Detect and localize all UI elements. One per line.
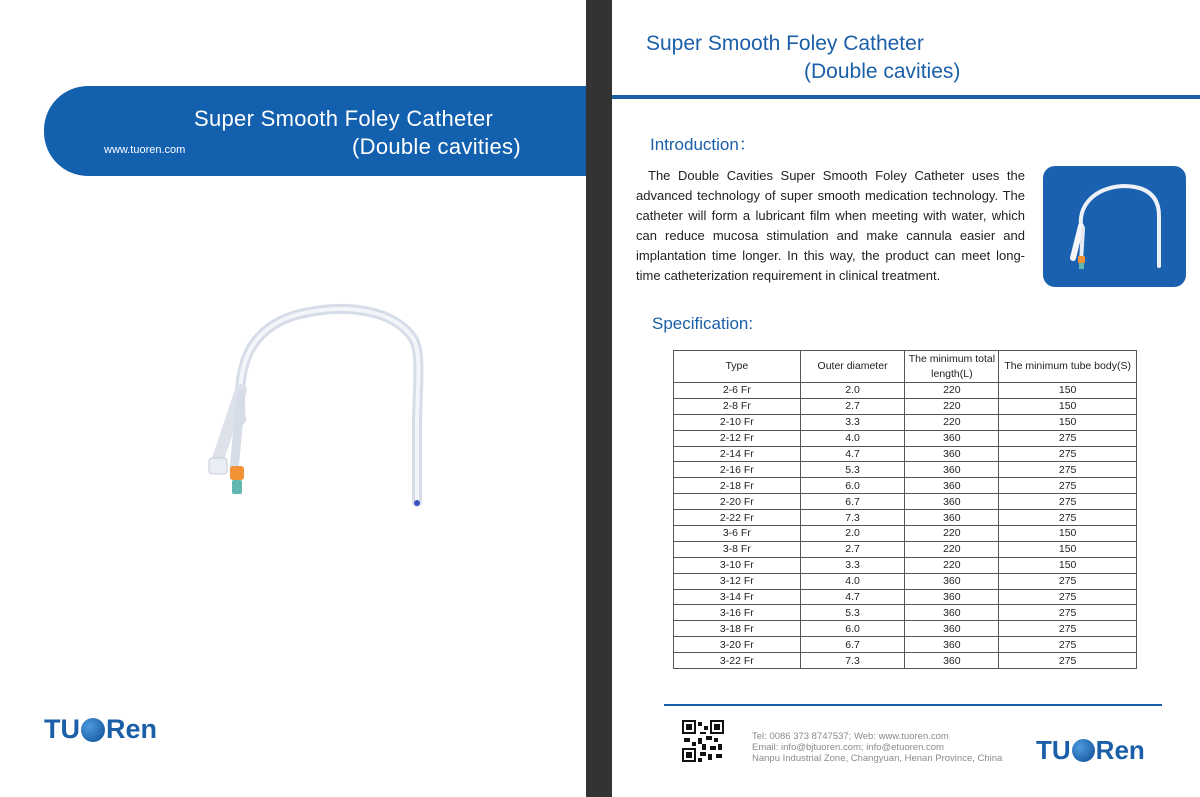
cell-type: 3-20 Fr [674, 637, 801, 653]
cell-tube-body: 150 [999, 557, 1137, 573]
header-total-length: The minimum total length(L) [905, 351, 999, 383]
cell-type: 2-12 Fr [674, 430, 801, 446]
table-row [674, 557, 1137, 573]
footer-divider [664, 704, 1162, 706]
specification-heading: Specification: [652, 314, 754, 333]
table-row [674, 478, 1137, 494]
cell-tube-body: 275 [999, 478, 1137, 494]
table-row [674, 573, 1137, 589]
cell-outer-diameter: 3.3 [800, 557, 905, 573]
contact-line-address: Nanpu Industrial Zone, Changyuan, Henan Province, China [752, 753, 1003, 764]
logo-text-part1: TU [44, 714, 80, 744]
cell-total-length: 220 [905, 414, 999, 430]
cell-type: 2-10 Fr [674, 414, 801, 430]
catheter-thumbnail-image [1043, 166, 1186, 287]
contact-line-email: Email: info@bjtuoren.com; info@etuoren.com [752, 742, 944, 753]
cell-total-length: 360 [905, 573, 999, 589]
cell-tube-body: 275 [999, 494, 1137, 510]
cell-outer-diameter: 6.7 [800, 494, 905, 510]
catheter-photo [96, 220, 566, 590]
cell-outer-diameter: 7.3 [800, 510, 905, 526]
banner-title-line2: (Double cavities) [352, 134, 521, 159]
cell-outer-diameter: 2.7 [800, 398, 905, 414]
cell-type: 2-6 Fr [674, 383, 801, 399]
tuoren-globe-icon [1072, 739, 1095, 762]
cell-total-length: 220 [905, 557, 999, 573]
page-title-line1: Super Smooth Foley Catheter [646, 32, 924, 55]
cell-outer-diameter: 3.3 [800, 414, 905, 430]
left-page [0, 0, 586, 797]
table-row [674, 398, 1137, 414]
table-row [674, 605, 1137, 621]
cell-tube-body: 275 [999, 653, 1137, 669]
cell-total-length: 360 [905, 478, 999, 494]
cell-tube-body: 150 [999, 383, 1137, 399]
contact-line-tel-web: Tel: 0086 373 8747537; Web: www.tuoren.com [752, 731, 949, 742]
introduction-heading: Introduction： [650, 135, 756, 154]
cell-type: 2-14 Fr [674, 446, 801, 462]
table-row [674, 589, 1137, 605]
cell-tube-body: 150 [999, 526, 1137, 542]
cell-total-length: 360 [905, 494, 999, 510]
cell-total-length: 220 [905, 383, 999, 399]
table-row [674, 510, 1137, 526]
logo-text-part2: Ren [106, 714, 158, 744]
qr-code-icon[interactable] [682, 720, 724, 762]
introduction-text: The Double Cavities Super Smooth Foley Catheter uses the advanced technology of super smooth medication technology. The catheter will form a lubricant film when meeting with water, which can reduce mucosa stimulation and make cannula easier and implantation time longer. In this way, the product can meet long-time catheterization requirement in clinical treatment. [636, 168, 1025, 283]
logo-text-part1: TU [1036, 735, 1071, 765]
cell-type: 3-6 Fr [674, 526, 801, 542]
cell-outer-diameter: 6.7 [800, 637, 905, 653]
cell-type: 3-14 Fr [674, 589, 801, 605]
cell-type: 2-20 Fr [674, 494, 801, 510]
table-row [674, 446, 1137, 462]
cell-total-length: 220 [905, 398, 999, 414]
header-type: Type [674, 351, 801, 383]
banner-title-line1: Super Smooth Foley Catheter [194, 106, 494, 131]
tuoren-globe-icon [81, 718, 105, 742]
cell-total-length: 360 [905, 589, 999, 605]
title-banner [44, 86, 586, 176]
cell-tube-body: 275 [999, 621, 1137, 637]
header-tube-body: The minimum tube body(S) [999, 351, 1137, 383]
catheter-thumbnail [1043, 166, 1186, 287]
cell-total-length: 360 [905, 621, 999, 637]
tuoren-logo-right [1036, 735, 1145, 766]
table-row [674, 383, 1137, 399]
logo-text-part2: Ren [1095, 735, 1145, 765]
cell-outer-diameter: 2.7 [800, 541, 905, 557]
cell-outer-diameter: 4.0 [800, 430, 905, 446]
cell-tube-body: 275 [999, 589, 1137, 605]
cell-total-length: 360 [905, 430, 999, 446]
cell-type: 2-16 Fr [674, 462, 801, 478]
cell-type: 3-16 Fr [674, 605, 801, 621]
cell-total-length: 360 [905, 637, 999, 653]
cell-outer-diameter: 4.7 [800, 446, 905, 462]
cell-outer-diameter: 5.3 [800, 462, 905, 478]
table-row [674, 541, 1137, 557]
cell-tube-body: 150 [999, 414, 1137, 430]
cell-outer-diameter: 2.0 [800, 383, 905, 399]
cell-tube-body: 275 [999, 446, 1137, 462]
cell-total-length: 360 [905, 446, 999, 462]
cell-total-length: 360 [905, 653, 999, 669]
cell-tube-body: 150 [999, 541, 1137, 557]
cell-total-length: 360 [905, 605, 999, 621]
table-row [674, 430, 1137, 446]
cell-outer-diameter: 6.0 [800, 621, 905, 637]
website-link[interactable]: www.tuoren.com [104, 144, 186, 156]
cell-type: 2-18 Fr [674, 478, 801, 494]
title-divider [612, 95, 1200, 99]
catheter-image [96, 220, 566, 590]
cell-type: 3-22 Fr [674, 653, 801, 669]
cell-type: 3-10 Fr [674, 557, 801, 573]
cell-total-length: 220 [905, 541, 999, 557]
table-row [674, 462, 1137, 478]
cell-type: 2-8 Fr [674, 398, 801, 414]
table-header-row [674, 351, 1137, 383]
cell-outer-diameter: 6.0 [800, 478, 905, 494]
table-row [674, 494, 1137, 510]
table-row [674, 526, 1137, 542]
cell-outer-diameter: 2.0 [800, 526, 905, 542]
cell-total-length: 360 [905, 462, 999, 478]
right-page [612, 0, 1200, 797]
cell-tube-body: 275 [999, 637, 1137, 653]
table-row [674, 621, 1137, 637]
cell-tube-body: 275 [999, 430, 1137, 446]
cell-tube-body: 275 [999, 605, 1137, 621]
cell-total-length: 360 [905, 510, 999, 526]
cell-outer-diameter: 4.0 [800, 573, 905, 589]
cell-type: 3-8 Fr [674, 541, 801, 557]
page-title-line2: (Double cavities) [804, 60, 961, 83]
table-row [674, 653, 1137, 669]
table-body [674, 383, 1137, 669]
cell-type: 3-12 Fr [674, 573, 801, 589]
cell-type: 3-18 Fr [674, 621, 801, 637]
specification-table [673, 350, 1137, 669]
cell-tube-body: 275 [999, 462, 1137, 478]
contact-info [752, 731, 1002, 764]
cell-outer-diameter: 4.7 [800, 589, 905, 605]
cell-type: 2-22 Fr [674, 510, 801, 526]
table-row [674, 414, 1137, 430]
page-spine [586, 0, 612, 797]
cell-tube-body: 275 [999, 510, 1137, 526]
tuoren-logo-left [44, 714, 157, 745]
cell-outer-diameter: 7.3 [800, 653, 905, 669]
cell-tube-body: 150 [999, 398, 1137, 414]
cell-tube-body: 275 [999, 573, 1137, 589]
cell-total-length: 220 [905, 526, 999, 542]
cell-outer-diameter: 5.3 [800, 605, 905, 621]
table-row [674, 637, 1137, 653]
header-outer-diameter: Outer diameter [800, 351, 905, 383]
